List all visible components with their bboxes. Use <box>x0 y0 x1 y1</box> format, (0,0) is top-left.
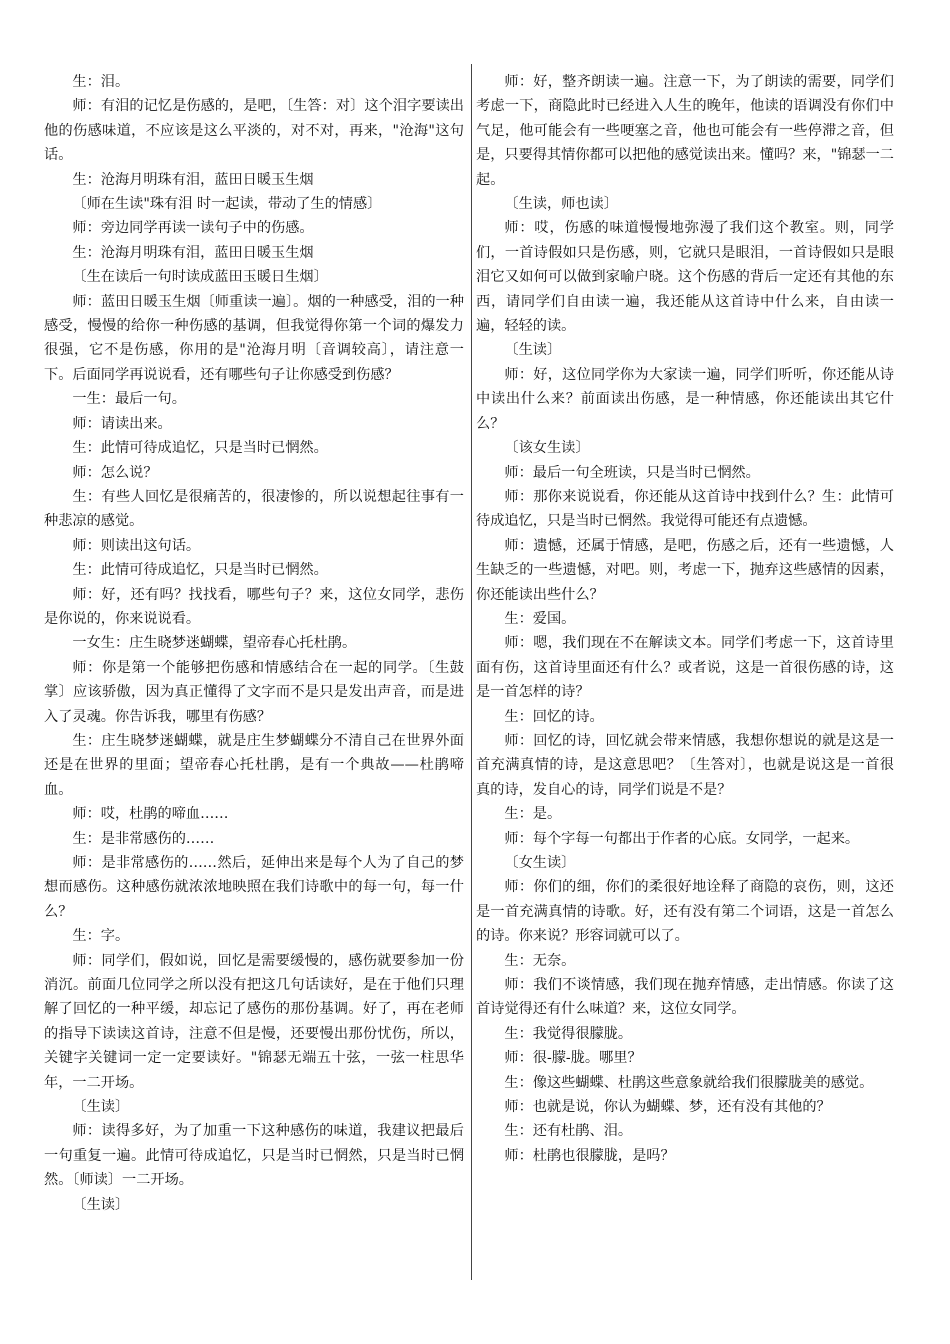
paragraph: 师：好，这位同学你为大家读一遍，同学们听听，你还能从诗中读出什么来？前面读出伤感，是一种情感，你还能读出其它什么？ <box>476 366 894 432</box>
paragraph: 生：沧海月明珠有泪，蓝田日暖玉生烟 <box>72 244 314 261</box>
paragraph: 生：我觉得很朦胧。 <box>504 1025 633 1042</box>
paragraph: 〔师在生读"珠有泪 时一起读，带动了生的情感〕 <box>72 196 382 213</box>
paragraph: 〔生在读后一句时读成蓝田玉暖日生烟〕 <box>72 269 328 286</box>
paragraph: 〔生读〕 <box>72 1196 130 1213</box>
paragraph: 师：杜鹃也很朦胧，是吗？ <box>504 1147 675 1164</box>
paragraph: 师：嗯，我们现在不在解读文本。同学们考虑一下，这首诗里面有伤，这首诗里面还有什么？或者说，这是一首很伤感的诗，这是一首怎样的诗？ <box>476 635 894 701</box>
paragraph: 生：泪。 <box>72 74 130 90</box>
paragraph: 生：庄生晓梦迷蝴蝶，就是庄生梦蝴蝶分不清自己在世界外面还是在世界的里面；望帝春心托杜鹃，是有一个典故——杜鹃啼血。 <box>44 732 464 798</box>
paragraph: 师：最后一句全班读，只是当时已惘然。 <box>504 464 760 481</box>
paragraph: 〔女生读〕 <box>504 855 576 871</box>
paragraph: 师：则读出这句话。 <box>72 537 201 554</box>
paragraph: 生：是非常感伤的…… <box>72 830 215 847</box>
paragraph: 师：很-朦-胧。哪里？ <box>504 1050 642 1067</box>
paragraph: 生：有些人回忆是很痛苦的，很凄惨的，所以说想起往事有一种悲凉的感觉。 <box>44 488 464 530</box>
paragraph: 生：还有杜鹃、泪。 <box>504 1123 633 1140</box>
paragraph: 师：哎，伤感的味道慢慢地弥漫了我们这个教室。则，同学们，一首诗假如只是伤感，则，它就只是眼泪，一首诗假如只是眼泪它又如何可以做到家喻户晓。这个伤感的背后一定还有其他的东西，请同学们自由读一遍，我还能从这首诗中什么来，自由读一遍，轻轻的读。 <box>476 220 894 335</box>
paragraph: 师：好，整齐朗读一遍。注意一下，为了朗读的需要，同学们考虑一下，商隐此时已经进入人生的晚年，他读的语调没有你们中气足，他可能会有一些哽塞之音，他也可能会有一些停滞之音，但是，只要得其情你都可以把他的感觉读出来。懂吗？来，"锦瑟一二起。 <box>476 74 894 188</box>
paragraph: 一生：最后一句。 <box>72 391 186 408</box>
paragraph: 〔生读〕 <box>504 342 562 359</box>
paragraph: 师：回忆的诗，回忆就会带来情感，我想你想说的就是这是一首充满真情的诗，是这意思吧？〔生答对〕，也就是说这是一首很真的诗，发自心的诗，同学们说是不是？ <box>476 732 894 798</box>
paragraph: 师：好，还有吗？找找看，哪些句子？来，这位女同学，悲伤是你说的，你来说说看。 <box>44 586 464 627</box>
right-column <box>476 70 894 1168</box>
paragraph: 师：那你来说说看，你还能从这首诗中找到什么？生：此情可待成追忆，只是当时已惘然。我觉得可能还有点遗憾。 <box>476 488 894 530</box>
paragraph: 师：读得多好，为了加重一下这种感伤的味道，我建议把最后一句重复一遍。此情可待成追忆，只是当时已惘然，只是当时已惘然。〔师读〕一二开场。 <box>44 1123 464 1189</box>
paragraph: 〔生读，师也读〕 <box>504 196 618 213</box>
paragraph: 一女生：庄生晓梦迷蝴蝶，望帝春心托杜鹃。 <box>72 635 357 652</box>
paragraph: 生：字。 <box>72 928 130 945</box>
paragraph: 师：我们不谈情感，我们现在抛弃情感，走出情感。你读了这首诗觉得还有什么味道？来，这位女同学。 <box>476 977 894 1018</box>
paragraph: 生：爱国。 <box>504 610 576 627</box>
paragraph: 师：有泪的记忆是伤感的，是吧，〔生答：对〕这个泪字要读出他的伤感味道，不应该是这么平淡的，对不对，再来，"沧海"这句话。 <box>44 98 464 164</box>
paragraph: 师：每个字每一句都出于作者的心底。女同学，一起来。 <box>504 830 860 847</box>
paragraph: 师：旁边同学再读一读句子中的伤感。 <box>72 220 314 237</box>
paragraph: 师：哎，杜鹃的啼血…… <box>72 806 229 823</box>
paragraph: 生：像这些蝴蝶、杜鹃这些意象就给我们很朦胧美的感觉。 <box>504 1074 874 1091</box>
paragraph: 生：无奈。 <box>504 952 576 969</box>
paragraph: 师：遗憾，还属于情感，是吧，伤感之后，还有一些遗憾，人生缺乏的一些遗憾，对吧。则，考虑一下，抛弃这些感情的因素，你还能读出些什么？ <box>476 537 894 603</box>
paragraph: 生：此情可待成追忆，只是当时已惘然。 <box>72 440 328 457</box>
paragraph: 师：是非常感伤的……然后，延伸出来是每个人为了自己的梦想而感伤。这种感伤就浓浓地映照在我们诗歌中的每一句，每一什么？ <box>44 855 464 920</box>
left-column <box>44 70 464 1217</box>
paragraph: 师：蓝田日暖玉生烟〔师重读一遍〕。烟的一种感受，泪的一种感受，慢慢的给你一种伤感的基调，但我觉得你第一个词的爆发力很强，它不是伤感，你用的是"沧海月明〔音调较高〕，请注意一下。后面同学再说说看，还有哪些句子让你感受到伤感？ <box>44 293 464 383</box>
paragraph: 生：沧海月明珠有泪，蓝田日暖玉生烟 <box>72 171 314 188</box>
paragraph: 师：同学们，假如说，回忆是需要缓慢的，感伤就要参加一份消沉。前面几位同学之所以没有把这几句话读好，是在于他们只理解了回忆的一种平缓，却忘记了感伤的那份基调。好了，再在老师的指导下读读这首诗，注意不但是慢，还要慢出那份忧伤，所以，关键字关键词一定一定要读好。"锦瑟无端五十弦，一弦一柱思华年，一二开场。 <box>44 952 464 1091</box>
paragraph: 师：你们的细，你们的柔很好地诠释了商隐的哀伤，则，这还是一首充满真情的诗歌。好，还有没有第二个词语，这是一首怎么的诗。你来说？形容词就可以了。 <box>476 879 894 945</box>
paragraph: 师：请读出来。 <box>72 415 172 432</box>
paragraph: 生：回忆的诗。 <box>504 708 604 725</box>
paragraph: 师：你是第一个能够把伤感和情感结合在一起的同学。〔生鼓掌〕应该骄傲，因为真正懂得了文字而不是只是发出声音，而是进入了灵魂。你告诉我，哪里有伤感？ <box>44 659 464 725</box>
paragraph: 〔该女生读〕 <box>504 440 590 457</box>
paragraph: 师：也就是说，你认为蝴蝶、梦，还有没有其他的？ <box>504 1099 831 1116</box>
paragraph: 〔生读〕 <box>72 1099 130 1116</box>
paragraph: 师：怎么说？ <box>72 464 158 481</box>
column-divider <box>471 64 472 1280</box>
paragraph: 生：此情可待成追忆，只是当时已惘然。 <box>72 562 328 579</box>
paragraph: 生：是。 <box>504 806 562 823</box>
